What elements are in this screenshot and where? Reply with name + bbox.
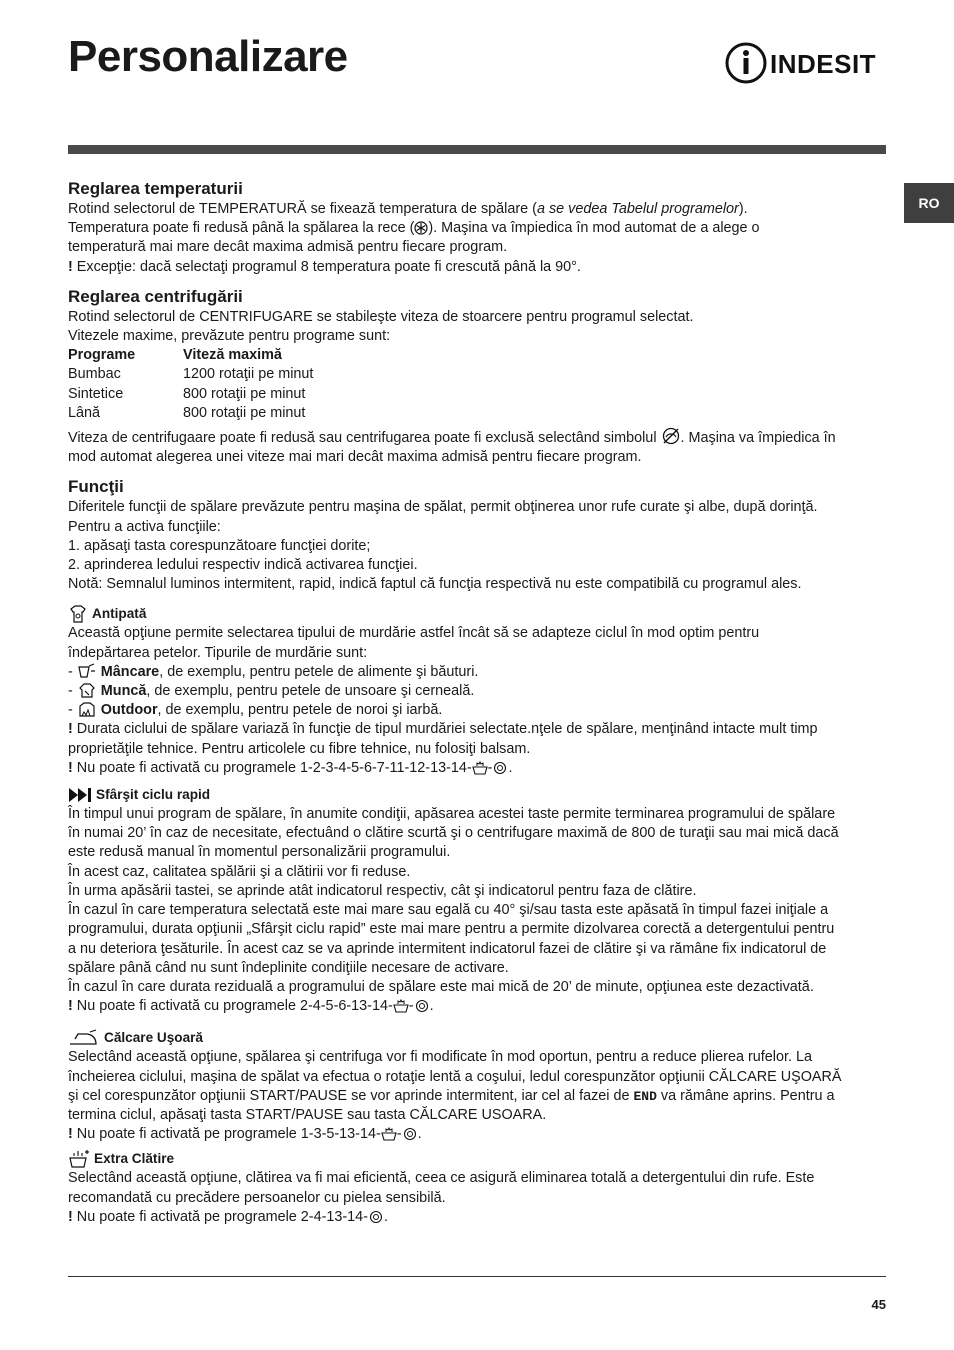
fast-forward-icon	[68, 786, 92, 804]
extra-rinse-icon	[68, 1149, 90, 1169]
list-item: - Outdoor, de exemplu, pentru petele de noroi şi iarbă.	[68, 702, 443, 719]
text-line: ! Excepţie: dacă selectaţi programul 8 temperatura poate fi crescută până la 90°.	[68, 258, 581, 275]
wool-icon	[368, 1210, 384, 1224]
text-line: Notă: Semnalul luminos intermitent, rapid, indică faptul că funcţia respectivă nu este compatibilă cu programul ales.	[68, 576, 802, 593]
svg-text:INDESIT: INDESIT	[770, 49, 877, 79]
no-spin-icon	[661, 427, 681, 445]
text-line: Rotind selectorul de TEMPERATURĂ se fixează temperatura de spălare (a se vedea Tabelul programelor).	[68, 201, 748, 217]
text-line: Rotind selectorul de CENTRIFUGARE se stabileşte viteza de stoarcere pentru programul selectat.	[68, 308, 694, 325]
end-indicator: END	[633, 1088, 657, 1104]
list-item: - Muncă, de exemplu, pentru petele de unsoare şi cerneală.	[68, 683, 475, 700]
text-line: 1. apăsaţi tasta corespunzătoare funcţiei dorite;	[68, 537, 371, 554]
text-line: 2. aprinderea ledului respectiv indică activarea funcţiei.	[68, 557, 418, 574]
text-line: Această opţiune permite selectarea tipului de murdărie astfel încât să se adapteze ciclul în mod optim pentru	[68, 625, 760, 642]
text-line: Temperatura poate fi redusă până la spălarea la rece ( ). Maşina va împiedica în mod automat de a alege o	[68, 220, 760, 237]
rapid-title: Sfârşit ciclu rapid	[68, 785, 888, 805]
text-line: Viteza de centrifugaare poate fi redusă sau centrifugarea poate fi exclusă selectând simbolul . Maşina va împiedica în	[68, 427, 888, 448]
text-line: Selectând această opţiune, clătirea va fi mai eficientă, ceea ce asigură eliminarea totală a detergentului din rufe. Este	[68, 1170, 815, 1187]
text-line: programului, durata opţiunii „Sfârşit ciclu rapid” este mai mare pentru a permite dizolvarea corectă a detergentului pentru	[68, 921, 835, 938]
text-line: ! Nu poate fi activată cu programele 2-4-5-6-13-14- - .	[68, 998, 434, 1015]
list-item: - Mâncare, de exemplu, pentru petele de alimente şi băuturi.	[68, 663, 479, 680]
header-bar	[68, 145, 886, 154]
page-title: Personalizare	[68, 32, 348, 81]
rinse-title: Extra Clătire	[68, 1149, 888, 1169]
spin-table-row: Bumbac 1200 rotaţii pe minut	[68, 366, 314, 383]
handwash-icon	[472, 761, 488, 775]
text-line: În timpul unui program de spălare, în anumite condiţii, apăsarea acestei taste permite terminarea programului de spălare	[68, 806, 836, 823]
text-line: temperatură mai mare decât maxima admisă pentru fiecare program.	[68, 239, 508, 256]
text-line: În cazul în care temperatura selectată este mai mare sau egală cu 40° şi/sau tasta este apăsată în timpul fazei iniţiale a	[68, 902, 829, 919]
text-line: proprietăţile tehnice. Pentru articolele cu fibre tehnice, nu folosiţi balsam.	[68, 740, 531, 757]
text-line: şi cel corespunzător opţiunii START/PAUSE se vor aprinde intermitent, iar cel al fazei de END va rămâne aprins. Pentru a	[68, 1087, 835, 1104]
indesit-logo	[724, 40, 886, 86]
wool-icon	[414, 999, 430, 1013]
text-line: Pentru a activa funcţiile:	[68, 518, 221, 535]
text-line: mod automat alegerea unei viteze mai mari decât maxima admisă pentru fiecare program.	[68, 449, 642, 466]
spin-table-row: Lână 800 rotaţii pe minut	[68, 404, 306, 421]
text-line: termina ciclul, apăsaţi tasta START/PAUSE sau tasta CĂLCARE USOARA.	[68, 1106, 547, 1123]
text-line: În urma apăsării tastei, se aprinde atât indicatorul respectiv, cât şi indicatorul pentru faza de clătire.	[68, 882, 697, 899]
iron-title: Călcare Uşoară	[68, 1028, 888, 1048]
spin-heading: Reglarea centrifugării	[68, 286, 243, 306]
content	[68, 178, 888, 1227]
handwash-icon	[393, 999, 409, 1013]
text-line: ! Nu poate fi activată pe programele 2-4-13-14- .	[68, 1208, 388, 1225]
text-line: ! Nu poate fi activată pe programele 1-3-5-13-14- - .	[68, 1126, 422, 1143]
temp-heading: Reglarea temperaturii	[68, 179, 243, 198]
text-line: În acest caz, calitatea spălării şi a clătirii vor fi reduse.	[68, 863, 411, 880]
iron-icon	[68, 1029, 100, 1047]
snowflake-icon	[414, 221, 428, 235]
text-line: îndepărtarea petelor. Tipurile de murdărie sunt:	[68, 644, 368, 661]
outdoor-stain-icon	[77, 701, 97, 717]
text-line: Selectând această opţiune, spălarea şi centrifuga vor fi modificate în mod oportun, pentru a reduce plierea rufelor. La	[68, 1049, 812, 1066]
handwash-icon	[381, 1127, 397, 1141]
spin-table-header: Programe Viteză maximă	[68, 347, 282, 364]
text-line: ! Durata ciclului de spălare variază în funcţie de tipul murdăriei selectate.nţele de spălare, menţinând intacte mult timp	[68, 721, 818, 738]
footer-rule	[68, 1276, 886, 1277]
antipata-title: Antipată	[68, 604, 888, 624]
spin-table-row: Sintetice 800 rotaţii pe minut	[68, 385, 306, 402]
text-line: a nu deteriora ţesăturile. În acest caz se va aprinde intermitent indicatorul fazei de clătire şi va rămâne fix indicatorul de	[68, 940, 827, 957]
language-tab: RO	[904, 183, 954, 223]
text-line: este redusă manual în momentul personalizării programului.	[68, 844, 451, 861]
work-stain-icon	[77, 682, 97, 698]
functions-heading: Funcţii	[68, 477, 124, 497]
page-number: 45	[871, 1297, 886, 1312]
wool-icon	[402, 1127, 418, 1141]
text-line: spălare până când nu sunt îndeplinite condiţiile necesare de activare.	[68, 959, 509, 976]
text-line: recomandată cu precădere persoanelor cu pielea sensibilă.	[68, 1189, 446, 1206]
text-line: încheierea ciclului, maşina de spălat va efectua o rotaţie lentă a coşului, ledul corespunzător opţiunii CĂLCARE UŞOARĂ	[68, 1068, 842, 1085]
text-line: Diferitele funcţii de spălare prevăzute pentru maşina de spălat, permit obţinerea unor rufe curate şi albe, după dorinţă.	[68, 499, 818, 516]
food-stain-icon	[77, 663, 97, 679]
wool-icon	[492, 761, 508, 775]
text-line: ! Nu poate fi activată cu programele 1-2-3-4-5-6-7-11-12-13-14- - .	[68, 759, 513, 776]
text-line: Vitezele maxime, prevăzute pentru programe sunt:	[68, 328, 391, 345]
stain-shirt-icon	[68, 604, 88, 624]
text-line: în numai 20’ în caz de necesitate, efectuând o clătire scurtă şi o centrifugare maximă de 800 de turaţii sau mai mică dacă	[68, 825, 839, 842]
text-line: În cazul în care durata reziduală a programului de spălare este mai mică de 20’ de minute, opţiunea este dezactivată.	[68, 978, 814, 995]
